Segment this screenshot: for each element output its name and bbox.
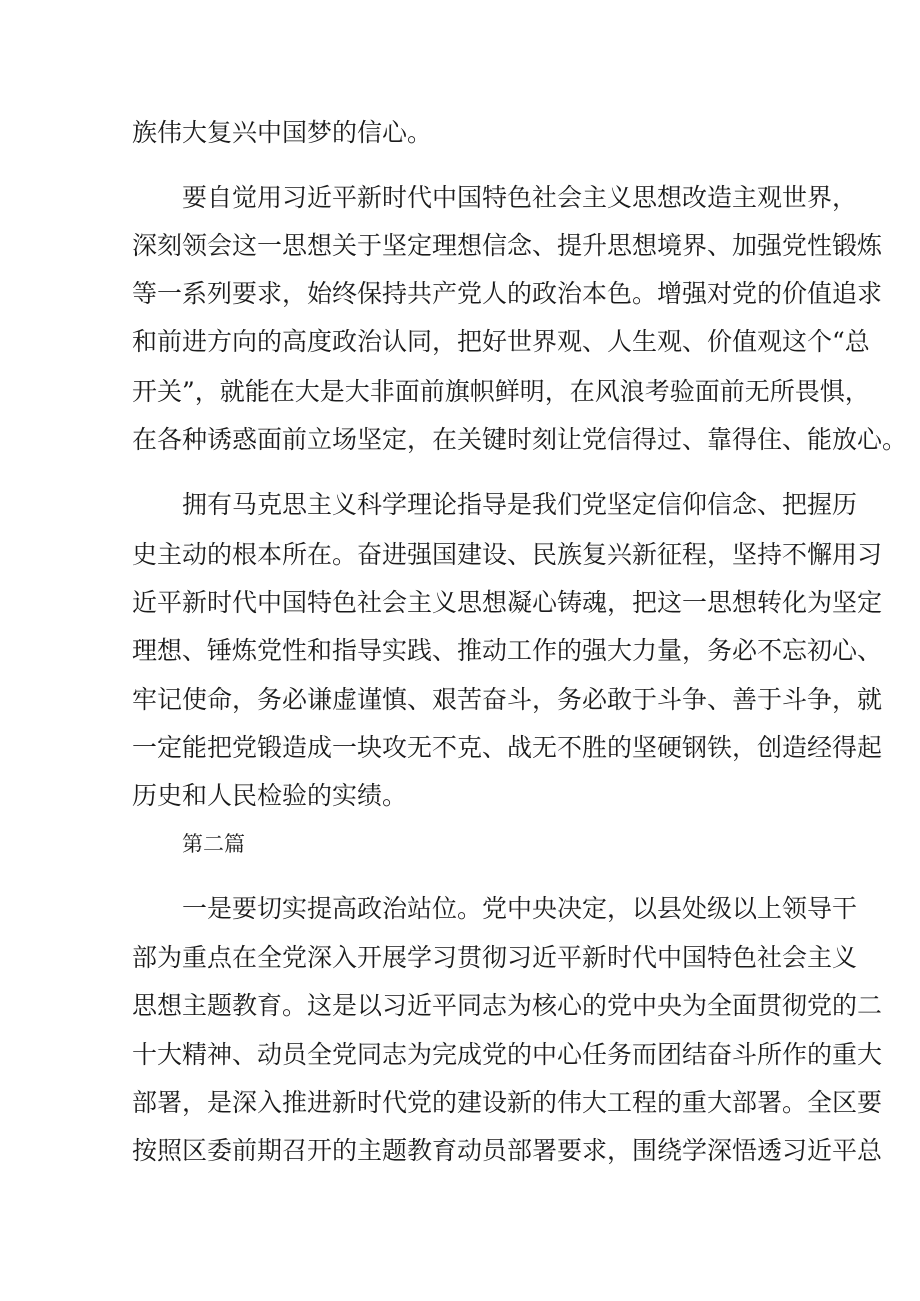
paragraph-line: 拥有马克思主义科学理论指导是我们党坚定信仰信念、把握历 (182, 490, 858, 519)
paragraph-line: 等一系列要求，始终保持共产党人的政治本色。增强对党的价值追求 (132, 279, 883, 308)
paragraph-line: 历史和人民检验的实绩。 (132, 781, 408, 810)
paragraph-line: 一是要切实提高政治站位。党中央决定，以县处级以上领导干 (182, 894, 858, 923)
paragraph-line: 深刻领会这一思想关于坚定理想信念、提升思想境界、加强党性锻炼 (132, 231, 883, 260)
paragraph-line: 部署，是深入推进新时代党的建设新的伟大工程的重大部署。全区要 (132, 1088, 883, 1117)
paragraph-line: 部为重点在全党深入开展学习贯彻习近平新时代中国特色社会主义 (132, 943, 858, 972)
paragraph-line: 十大精神、动员全党同志为完成党的中心任务而团结奋斗所作的重大 (132, 1040, 883, 1069)
paragraph-line: 牢记使命，务必谦虚谨慎、艰苦奋斗，务必敢于斗争、善于斗争，就 (132, 685, 883, 714)
paragraph-line: 史主动的根本所在。奋进强国建设、民族复兴新征程，坚持不懈用习 (132, 540, 883, 569)
paragraph-line: 按照区委前期召开的主题教育动员部署要求，围绕学深悟透习近平总 (132, 1136, 883, 1165)
section-heading: 第二篇 (182, 832, 245, 856)
paragraph-line: 理想、锤炼党性和指导实践、推动工作的强大力量，务必不忘初心、 (132, 636, 883, 665)
paragraph-line: 族伟大复兴中国梦的信心。 (132, 118, 433, 147)
paragraph-line: 在各种诱惑面前立场坚定，在关键时刻让党信得过、靠得住、能放心。 (132, 425, 908, 454)
paragraph-line: 近平新时代中国特色社会主义思想凝心铸魂，把这一思想转化为坚定 (132, 588, 883, 617)
paragraph-line: 和前进方向的高度政治认同，把好世界观、人生观、价值观这个“总 (132, 327, 870, 356)
paragraph-line: 一定能把党锻造成一块攻无不克、战无不胜的坚硬钢铁，创造经得起 (132, 733, 883, 762)
paragraph-line: 思想主题教育。这是以习近平同志为核心的党中央为全面贯彻党的二 (132, 991, 883, 1020)
paragraph-line: 要自觉用习近平新时代中国特色社会主义思想改造主观世界， (182, 183, 858, 212)
paragraph-line: 开关”，就能在大是大非面前旗帜鲜明，在风浪考验面前无所畏惧， (132, 377, 870, 406)
